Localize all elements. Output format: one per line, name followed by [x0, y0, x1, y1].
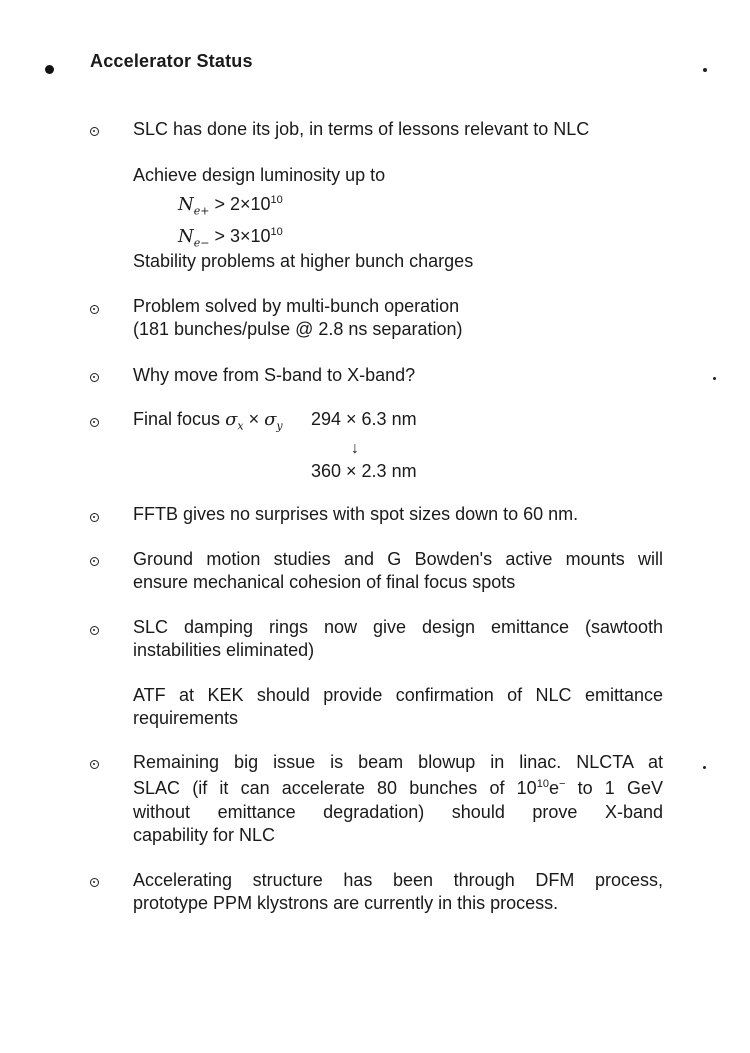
item-structure-line1: Accelerating structure has been through DFM process, — [133, 870, 663, 890]
down-arrow-icon: ↓ — [351, 440, 359, 457]
sigma-x-subscript: x — [237, 419, 244, 433]
final-focus-label: Final focus — [133, 409, 221, 429]
item-blowup-line2 — [133, 777, 663, 800]
electron-charge-sign: − — [558, 778, 566, 790]
blowup-exponent: 10 — [536, 778, 549, 790]
atf-line2: requirements — [133, 708, 239, 728]
margin-dot-icon — [703, 68, 707, 72]
margin-dot-icon — [703, 766, 706, 769]
bullet-icon — [90, 373, 99, 382]
positron-charge-formula — [178, 193, 283, 216]
bullet-icon — [90, 760, 99, 769]
stability-text: Stability problems at higher bunch charges — [133, 251, 474, 271]
item-structure-line2: prototype PPM klystrons are currently in this process. — [133, 893, 559, 913]
n-subscript: e− — [193, 236, 210, 250]
margin-dot-icon — [713, 377, 716, 380]
bullet-icon — [90, 305, 99, 314]
bullet-icon — [90, 127, 99, 136]
item-blowup-line4: capability for NLC — [133, 825, 276, 845]
item-xband-text: Why move from S-band to X-band? — [133, 365, 416, 385]
n-value: > 3×10 — [209, 226, 271, 246]
electron-symbol: e — [548, 778, 559, 798]
item-ground-motion-line2: ensure mechanical cohesion of final focus spots — [133, 572, 516, 592]
electron-charge-formula — [178, 225, 283, 248]
n-symbol: N — [178, 194, 194, 215]
bullet-icon — [90, 418, 99, 427]
title-bullet-icon — [45, 65, 54, 74]
times-symbol: × — [243, 409, 265, 429]
item-ground-motion-line1: Ground motion studies and G Bowden's active mounts will — [133, 549, 663, 569]
n-exponent: 10 — [270, 194, 283, 206]
n-symbol: N — [178, 226, 194, 247]
spot-size-after: 360 × 2.3 nm — [311, 461, 417, 481]
item-fftb-text: FFTB gives no surprises with spot sizes down to 60 nm. — [133, 504, 579, 524]
n-value: > 2×10 — [209, 194, 271, 214]
sigma-x-symbol: σ — [225, 409, 238, 430]
item-slc-text: SLC has done its job, in terms of lessons relevant to NLC — [133, 119, 590, 139]
n-exponent: 10 — [270, 226, 283, 238]
blowup-line2-text: SLAC (if it can accelerate 80 bunches of 10 — [133, 778, 537, 798]
item-damping-rings-line1: SLC damping rings now give design emittance (sawtooth — [133, 617, 663, 637]
luminosity-intro: Achieve design luminosity up to — [133, 165, 386, 185]
bullet-icon — [90, 878, 99, 887]
page-title: Accelerator Status — [90, 51, 253, 71]
n-subscript: e+ — [193, 204, 210, 218]
atf-line1: ATF at KEK should provide confirmation of NLC emittance — [133, 685, 663, 705]
sigma-y-symbol: σ — [264, 409, 277, 430]
bullet-icon — [90, 557, 99, 566]
item-damping-rings-line2: instabilities eliminated) — [133, 640, 315, 660]
spot-size-before: 294 × 6.3 nm — [311, 409, 417, 429]
bullet-icon — [90, 626, 99, 635]
final-focus-line — [133, 408, 283, 431]
item-blowup-line3: without emittance degradation) should prove X-band — [133, 802, 663, 822]
item-multibunch-line2: (181 bunches/pulse @ 2.8 ns separation) — [133, 319, 463, 339]
item-blowup-line1: Remaining big issue is beam blowup in linac. NLCTA at — [133, 752, 663, 772]
bullet-icon — [90, 513, 99, 522]
blowup-line2-end: to 1 GeV — [565, 778, 664, 798]
item-multibunch-line1: Problem solved by multi-bunch operation — [133, 296, 460, 316]
sigma-y-subscript: y — [276, 419, 283, 433]
